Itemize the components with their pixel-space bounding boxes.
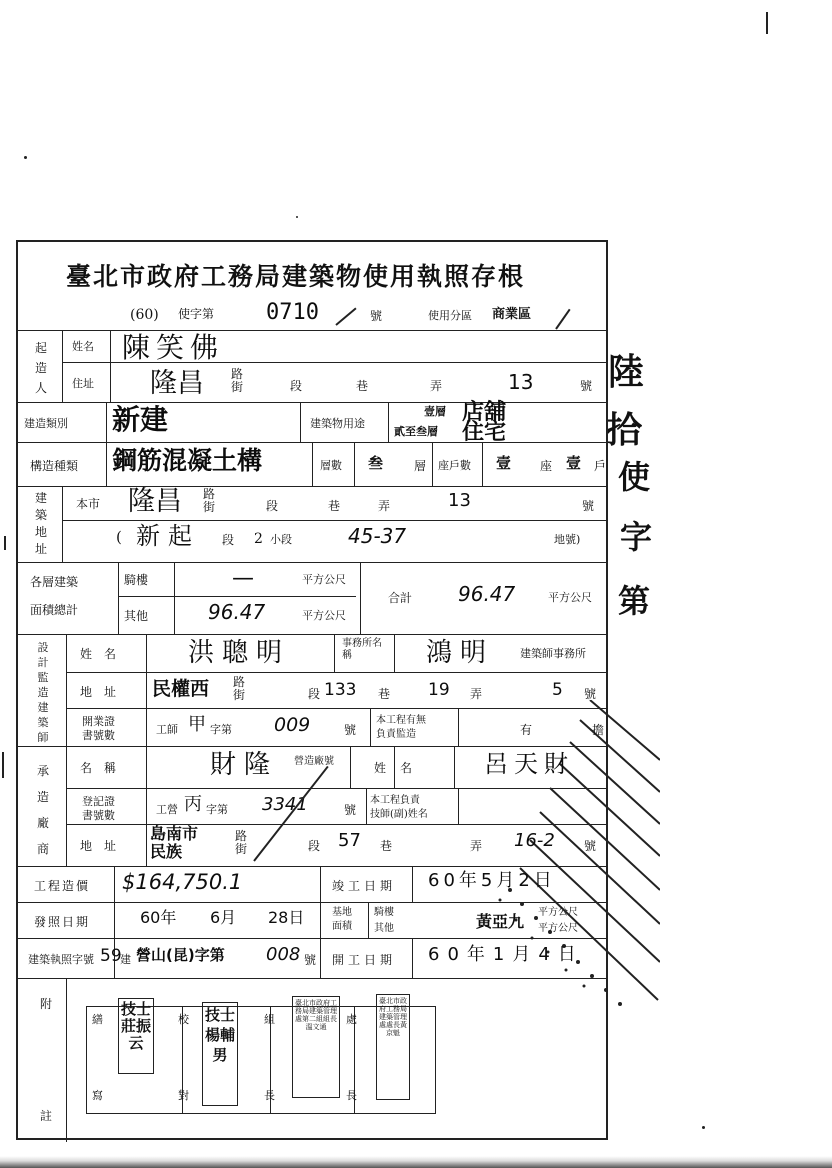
base-unit-2: 平方公尺 <box>538 923 578 934</box>
architect-addr-label: 地址 <box>80 685 129 699</box>
contractor-reg-label-1: 登記證 <box>82 795 115 808</box>
bleed-char-3: 使 <box>618 458 651 496</box>
architect-addr-no-value: 5 <box>552 680 563 700</box>
zone-label: 使用分區 <box>428 309 472 322</box>
cost-value: $164,750.1 <box>122 870 243 894</box>
contractor-tech-label-1: 本工程負責 <box>370 795 420 806</box>
check-mark <box>555 309 570 330</box>
check-mark <box>335 308 356 326</box>
use-floor1-value: 店舖 <box>462 400 507 425</box>
scan-edge-mark <box>4 536 6 550</box>
contractor-reg-unit: 號 <box>344 803 357 817</box>
site-lot-value: 45-37 <box>348 524 407 548</box>
site-number-unit: 號 <box>582 499 595 513</box>
scan-speck <box>296 216 298 218</box>
construction-use-label: 建築物用途 <box>310 417 365 430</box>
base-unit-1: 平方公尺 <box>538 907 578 918</box>
architect-office-label: 事務所名稱 <box>342 638 382 661</box>
builder-number-unit: 號 <box>580 379 593 393</box>
contractor-addr-no-unit: 號 <box>584 839 597 853</box>
area-label-1: 各層建築 <box>30 575 79 589</box>
architect-supervise-unit: 擔 <box>592 723 605 737</box>
area-other-value: 96.47 <box>208 600 266 624</box>
architect-addr-road-unit: 路街 <box>232 675 245 702</box>
sig-col4-bottom: 長 <box>346 1089 357 1102</box>
architect-cert-char: 甲 <box>188 714 206 735</box>
issue-day: 28日 <box>268 908 305 927</box>
units-label: 座戶數 <box>438 459 471 472</box>
base-label-2: 面積 <box>332 921 352 932</box>
card-title: 臺北市政府工務局建築物使用執照存根 <box>66 262 526 291</box>
site-open-paren: ( <box>116 528 122 546</box>
stamp-director: 臺北市政府工務局建築管理處處長黃京魁 <box>376 994 410 1100</box>
zone-value: 商業區 <box>492 307 532 322</box>
floors-unit: 層 <box>414 459 427 473</box>
issue-year: 60年 <box>140 908 177 927</box>
architect-addr-sec: 段 <box>308 687 321 701</box>
builder-road-unit: 路街 <box>230 367 243 394</box>
units-value1: 壹 <box>496 454 512 472</box>
contractor-name-suffix: 營造廠號 <box>294 756 334 767</box>
bleed-char-5: 第 <box>618 582 651 620</box>
scan-bottom-edge <box>0 1156 832 1168</box>
contractor-reg-prefix: 工營 <box>156 803 178 816</box>
note-label-bottom: 註 <box>40 1109 53 1123</box>
builder-sec-unit: 段 <box>290 379 303 393</box>
sig-col1-bottom: 寫 <box>92 1089 103 1102</box>
permit-prefix: 使字第 <box>178 307 215 321</box>
sig-col2-top: 校 <box>178 1013 189 1026</box>
contractor-reg-char: 丙 <box>184 794 202 815</box>
builder-address-label: 住址 <box>72 377 94 390</box>
scan-speck <box>702 1126 705 1129</box>
contractor-name-label: 名稱 <box>80 761 129 775</box>
architect-supervise-value: 有 <box>520 723 533 737</box>
contractor-addr-lane-value: 57 <box>338 830 361 851</box>
struct-label: 構造種類 <box>30 459 79 473</box>
use-floor1: 壹層 <box>424 405 446 418</box>
architect-cert-unit: 號 <box>344 723 357 737</box>
area-arcade-unit: 平方公尺 <box>302 573 346 586</box>
units-value2: 壹 <box>566 454 582 472</box>
builder-name-label: 姓名 <box>72 340 94 353</box>
start-label: 開工日期 <box>332 953 397 967</box>
architect-office-suffix: 建築師事務所 <box>520 647 586 660</box>
area-other-label: 其他 <box>124 609 149 623</box>
contractor-person-value: 呂天財 <box>484 750 574 778</box>
base-arcade: 騎樓 <box>374 907 394 918</box>
site-subsec-unit: 小段 <box>270 533 292 546</box>
area-total-label: 合計 <box>388 591 413 605</box>
site-sec2: 段 <box>222 533 235 547</box>
stamp-copyist: 技士莊振云 <box>118 998 154 1074</box>
site-section-label: 建築地址 <box>34 491 47 556</box>
license-mid: 營山(昆)字第 <box>136 946 225 964</box>
scan-speck <box>766 12 768 34</box>
site-sec-unit: 段 <box>266 499 279 513</box>
license-unit: 號 <box>304 953 317 967</box>
contractor-addr-road-2: 民族 <box>150 842 183 861</box>
contractor-person-label: 姓名 <box>374 761 427 775</box>
cost-label: 工程造價 <box>34 879 91 893</box>
complete-label: 竣工日期 <box>332 879 397 893</box>
architect-addr-road: 民權西 <box>152 678 210 700</box>
architect-addr-alley-unit: 弄 <box>470 687 483 701</box>
contractor-addr-sec: 段 <box>308 839 321 853</box>
bleed-char-1: 陸 <box>608 352 645 393</box>
stamp-section-chief: 臺北市政府工務局建築管理處第二組組長溫文通 <box>292 996 340 1098</box>
issue-label: 發照日期 <box>34 915 91 929</box>
contractor-addr-label: 地址 <box>80 839 129 853</box>
builder-road-value: 隆昌 <box>150 368 204 399</box>
architect-cert-mid: 字第 <box>210 723 232 736</box>
architect-addr-lane-value: 133 <box>324 680 357 700</box>
architect-office-value: 鴻明 <box>426 638 495 668</box>
bleed-char-4: 字 <box>620 518 653 556</box>
floors-label: 層數 <box>320 459 342 472</box>
builder-section-label: 起造人 <box>34 341 47 395</box>
contractor-addr-no-value: 16-2 <box>514 830 555 851</box>
site-lot-unit: 地號) <box>554 533 581 546</box>
sig-col3-top: 組 <box>264 1013 275 1026</box>
site-subsec-value: 2 <box>254 531 263 547</box>
contractor-name-value: 財隆 <box>210 750 279 780</box>
area-arcade-value: — <box>232 566 254 591</box>
area-total-unit: 平方公尺 <box>548 591 592 604</box>
builder-name-value: 陳笑佛 <box>122 331 225 364</box>
contractor-reg-mid: 字第 <box>206 803 228 816</box>
architect-addr-lane-unit: 巷 <box>378 687 391 701</box>
area-label-2: 面積總計 <box>30 603 79 617</box>
architect-cert-label-2: 書號數 <box>82 729 115 742</box>
contractor-addr-lane-unit: 巷 <box>380 839 393 853</box>
base-other: 其他 <box>374 923 394 934</box>
architect-cert-value: 009 <box>274 714 311 736</box>
base-value: 黃亞九 <box>476 912 525 931</box>
architect-cert-label-1: 開業證 <box>82 715 115 728</box>
site-alley-unit: 弄 <box>378 499 391 513</box>
permit-number: 0710 <box>266 300 319 325</box>
bleed-char-2: 拾 <box>606 410 643 451</box>
sig-col4-top: 處 <box>346 1013 357 1026</box>
builder-number-value: 13 <box>508 370 534 394</box>
architect-addr-alley-value: 19 <box>428 680 450 700</box>
struct-value: 鋼筋混凝土構 <box>112 446 263 475</box>
architect-name-value: 洪聰明 <box>188 638 291 668</box>
architect-supervise-label-1: 本工程有無 <box>376 715 426 726</box>
base-label-1: 基地 <box>332 907 352 918</box>
scan-speck <box>24 156 27 159</box>
issue-month: 6月 <box>210 908 237 927</box>
contractor-addr-road-unit: 路街 <box>234 829 247 856</box>
license-year: 59 <box>100 946 122 966</box>
site-city: 本市 <box>76 497 101 511</box>
units-unit1: 座 <box>540 459 553 473</box>
architect-supervise-label-2: 負責監造 <box>376 729 416 740</box>
units-unit2: 戶 <box>594 459 607 473</box>
license-label: 建築執照字號 <box>28 953 94 966</box>
builder-lane-unit: 巷 <box>356 379 369 393</box>
area-arcade-label: 騎樓 <box>124 573 149 587</box>
contractor-addr-road-1: 島南市 <box>150 824 199 843</box>
architect-cert-prefix: 工師 <box>156 723 178 736</box>
stamp-proofreader: 技士楊輔男 <box>202 1002 238 1106</box>
use-floor-rest: 貳至叁層 <box>394 425 438 438</box>
site-road-value: 隆昌 <box>128 486 182 517</box>
architect-addr-no-unit: 號 <box>584 687 597 701</box>
site-road-unit: 路街 <box>202 487 215 514</box>
permit-suffix: 號 <box>370 309 383 323</box>
permit-card <box>16 240 608 1140</box>
area-other-unit: 平方公尺 <box>302 609 346 622</box>
sig-col1-top: 繕 <box>92 1013 103 1026</box>
contractor-tech-label-2: 技師(副)姓名 <box>370 809 428 820</box>
license-char: 建 <box>120 953 131 966</box>
use-floor-rest-value: 住宅 <box>462 420 507 445</box>
construction-type-value: 新建 <box>112 403 169 436</box>
area-total-value: 96.47 <box>458 582 516 606</box>
site-number-value: 13 <box>448 490 471 511</box>
contractor-section-label: 承造廠商 <box>36 764 49 856</box>
license-value: 008 <box>266 944 301 965</box>
floors-value: 叁 <box>368 454 384 472</box>
sig-col3-bottom: 長 <box>264 1089 275 1102</box>
site-lane-unit: 巷 <box>328 499 341 513</box>
architect-name-label: 姓名 <box>80 647 129 661</box>
contractor-reg-label-2: 書號數 <box>82 809 115 822</box>
note-label-top: 附 <box>40 997 53 1011</box>
construction-type-label: 建造類別 <box>24 417 68 430</box>
contractor-addr-alley-unit: 弄 <box>470 839 483 853</box>
start-value: 60年1月4日 <box>428 944 584 965</box>
architect-section-label: 設計監造建築師 <box>37 641 49 744</box>
contractor-reg-value: 3341 <box>262 794 308 815</box>
scan-edge-mark <box>2 752 4 778</box>
permit-year: (60) <box>130 307 159 323</box>
site-district-value: 新起 <box>136 522 200 550</box>
complete-value: 60年5月2日 <box>428 870 556 891</box>
builder-alley-unit: 弄 <box>430 379 443 393</box>
sig-col2-bottom: 對 <box>178 1089 189 1102</box>
